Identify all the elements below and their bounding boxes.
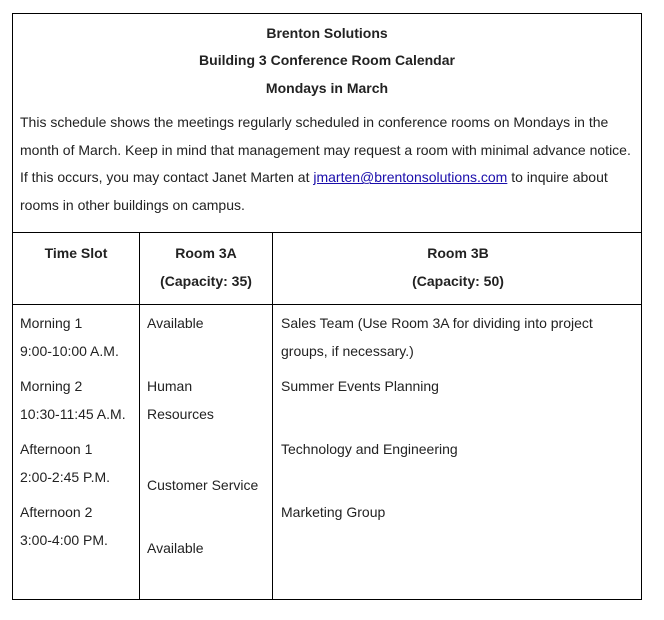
time-slot-cell [20,310,138,365]
room-3a-booking: Human Resources [147,378,214,422]
schedule-document [12,13,642,600]
intro-text: This schedule shows the meetings regularly scheduled in conference rooms on Mondays in the month of March. Keep in mind that management may request a room with minimal advance notice. If this occurs, you may contact Janet Marten at [20,114,631,186]
room-name: Room 3A [175,245,237,261]
contact-email-link[interactable]: jmarten@brentonsolutions.com [313,169,508,186]
time-slot-cell [20,436,138,491]
document-header [13,14,641,233]
room-3b-booking: Summer Events Planning [281,378,439,394]
time-slot-cell [20,373,138,428]
room-capacity: (Capacity: 35) [160,273,252,289]
column-header-room-3b [273,239,643,295]
column-header-label: Time Slot [44,245,108,261]
slot-time: 9:00-10:00 A.M. [20,342,119,359]
intro-text-end: to inquire about rooms in other buildings on campus. [20,169,608,213]
slot-name: Morning 2 [20,378,83,394]
room-capacity: (Capacity: 50) [412,273,504,289]
slot-name: Afternoon 1 [20,441,93,457]
slot-name: Afternoon 2 [20,504,93,520]
slot-time: 3:00-4:00 PM. [20,531,108,548]
time-slot-cell [20,499,138,554]
column-header-time-slot [13,239,139,267]
table-header-divider [13,304,641,305]
room-3a-booking: Available [147,315,204,331]
room-3b-booking: Sales Team (Use Room 3A for dividing into project groups, if necessary.) [281,315,593,359]
column-header-room-3a [140,239,272,295]
room-3a-booking: Customer Service [147,477,259,493]
slot-time: 10:30-11:45 A.M. [20,405,126,422]
intro-paragraph [20,109,632,219]
room-name: Room 3B [427,245,489,261]
company-name: Brenton Solutions [266,25,388,41]
room-3b-booking: Marketing Group [281,504,386,520]
slot-time: 2:00-2:45 P.M. [20,468,111,485]
slot-name: Morning 1 [20,315,83,331]
room-3a-booking: Available [147,540,204,556]
document-title: Building 3 Conference Room Calendar [199,52,455,68]
document-subtitle: Mondays in March [265,80,389,96]
room-3b-booking: Technology and Engineering [281,441,458,457]
